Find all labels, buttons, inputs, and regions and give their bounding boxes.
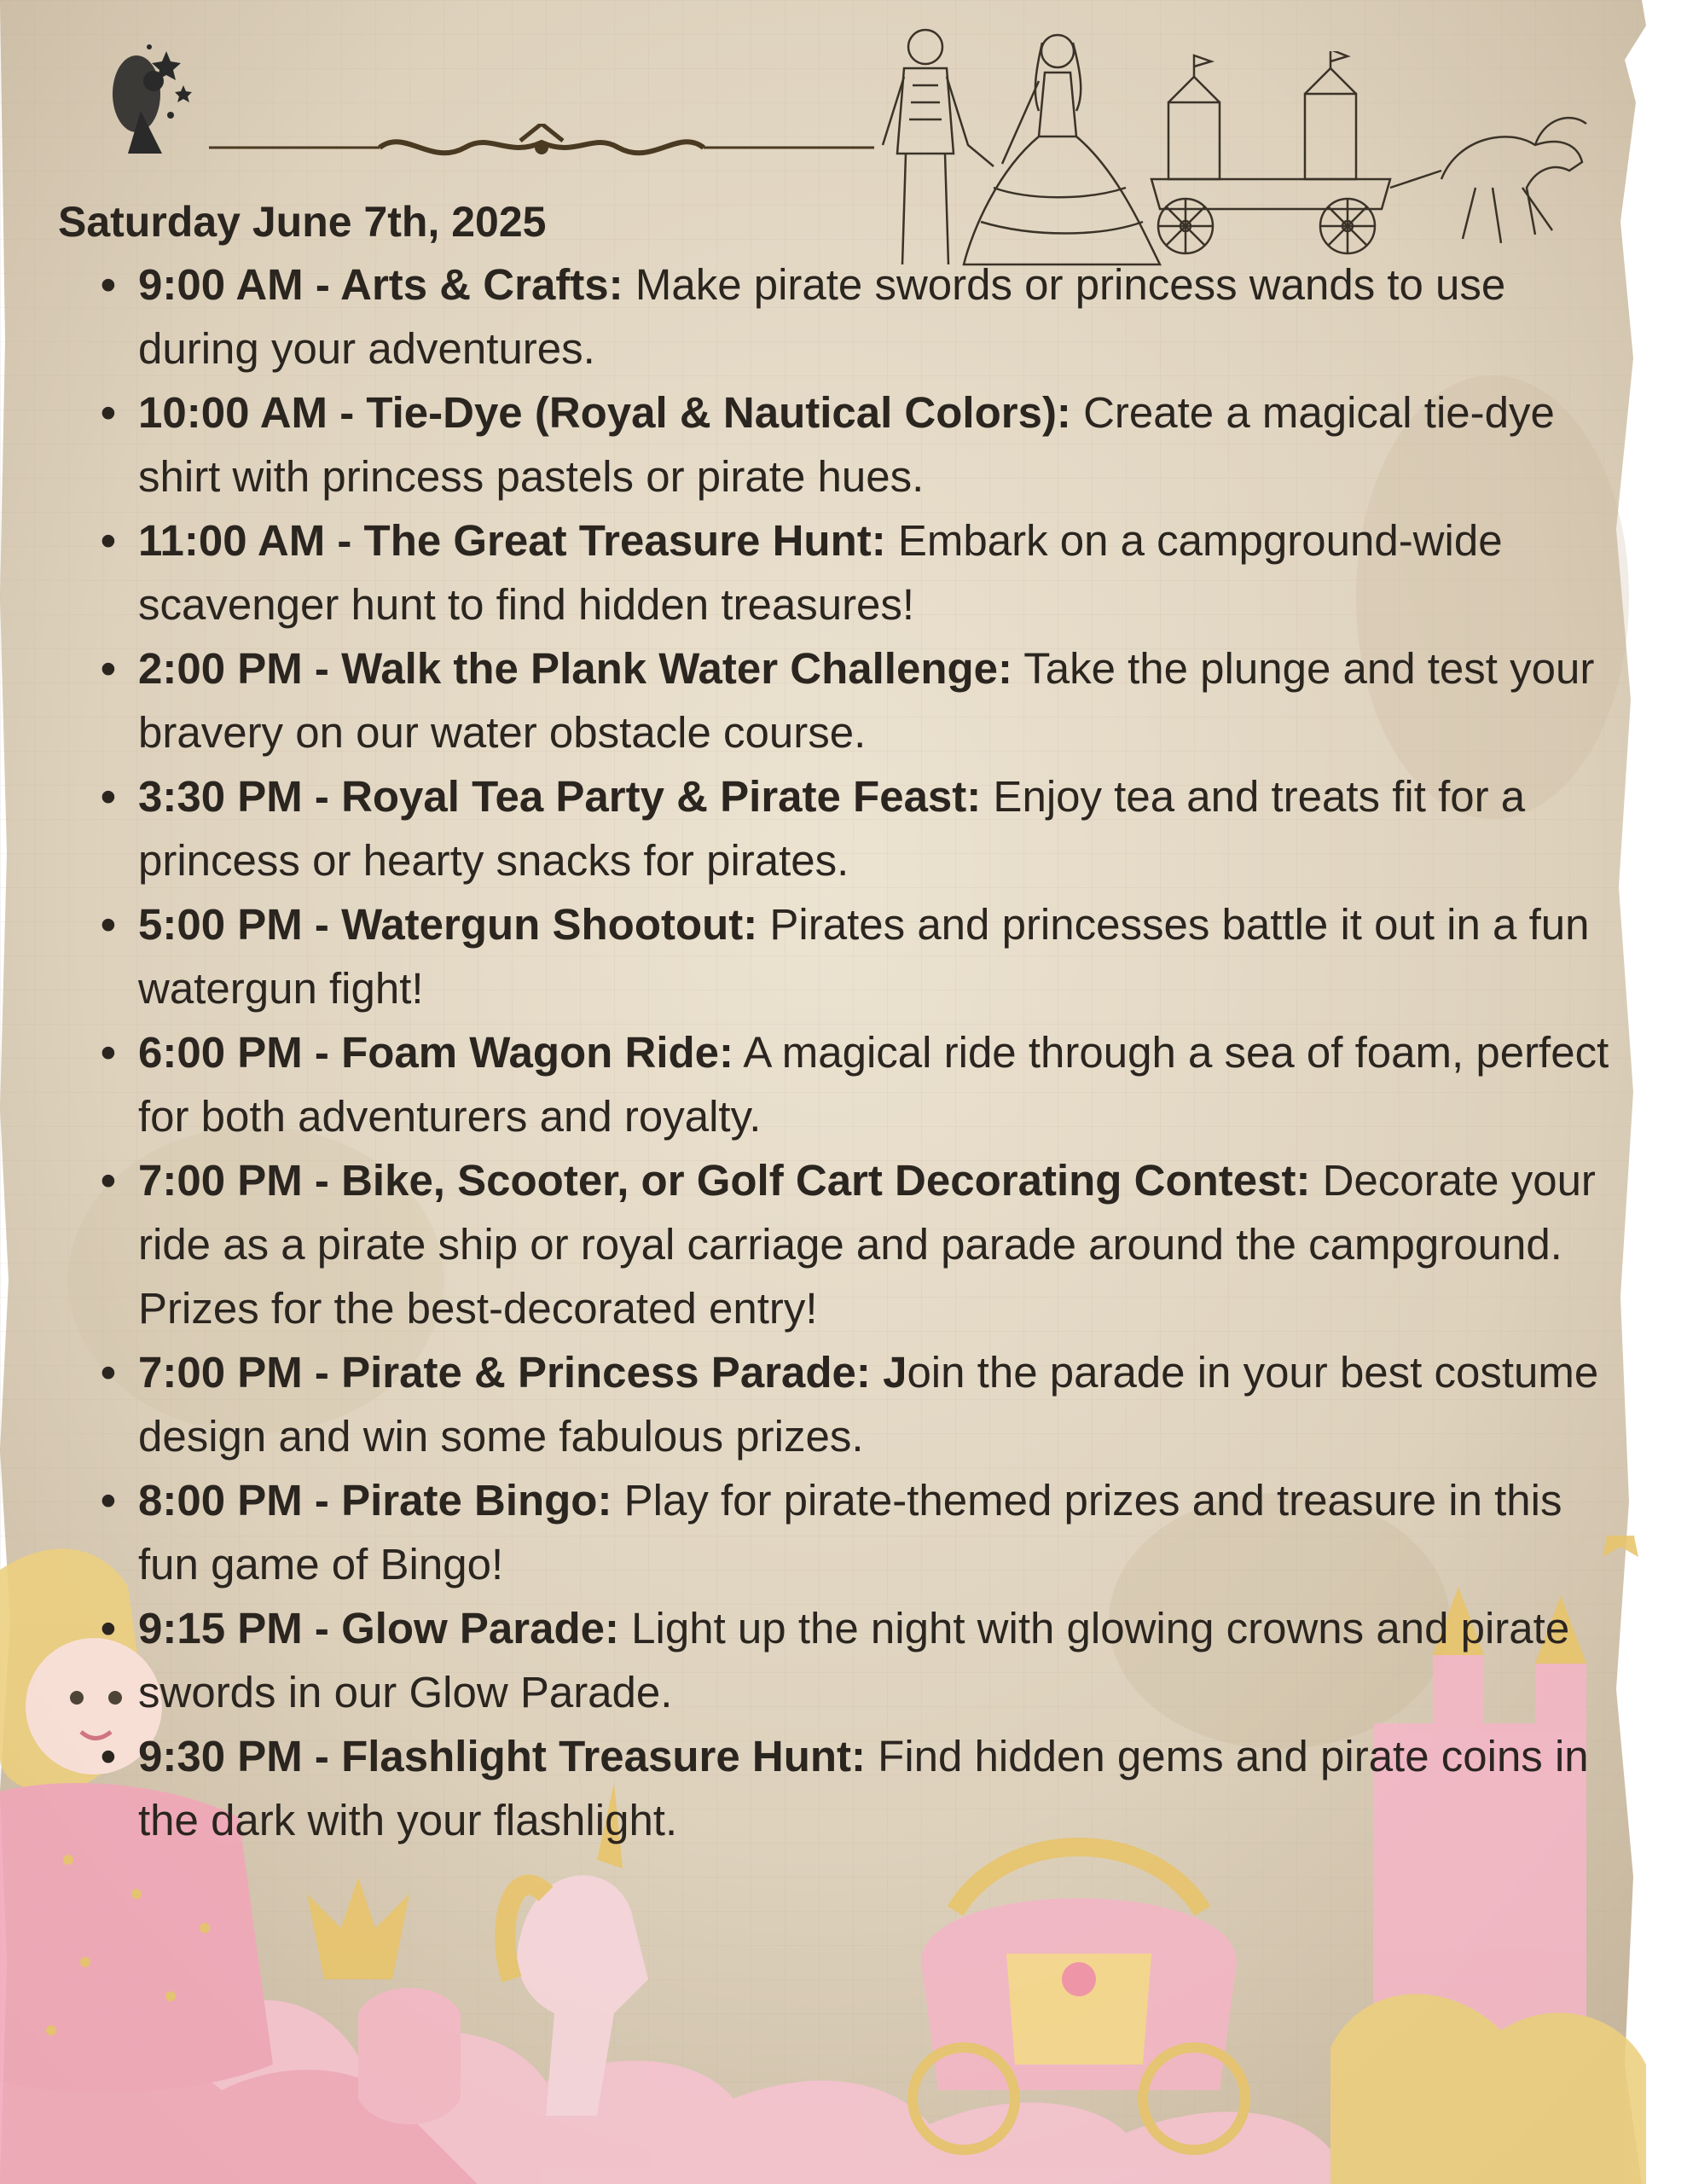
bullet: • <box>101 644 116 693</box>
bullet: • <box>101 1476 116 1525</box>
bullet: • <box>101 1604 116 1653</box>
event-time: 9:00 AM <box>138 260 304 309</box>
event-separator: - <box>302 900 342 949</box>
event-name: Pirate & Princess Parade: J <box>341 1348 907 1397</box>
moon-fairy-icon <box>0 0 213 205</box>
event-name: Foam Wagon Ride: <box>341 1028 733 1077</box>
event-name: Glow Parade: <box>341 1604 619 1653</box>
event-time: 10:00 AM <box>138 388 328 437</box>
event-separator: - <box>302 1476 342 1525</box>
event-name: Watergun Shootout: <box>341 900 758 949</box>
event-description: Enjoy tea and treats fit for a princess or hearty snacks for pirates. <box>138 772 1526 885</box>
event-separator: - <box>302 1156 342 1205</box>
event-time: 7:00 PM <box>138 1156 303 1205</box>
list-item <box>58 1596 1610 1724</box>
list-item <box>58 892 1610 1020</box>
list-item <box>58 1148 1610 1340</box>
event-time: 9:15 PM <box>138 1604 303 1653</box>
event-name: Flashlight Treasure Hunt: <box>341 1732 866 1780</box>
bullet: • <box>101 388 116 437</box>
event-separator: - <box>325 516 364 565</box>
bullet: • <box>101 1348 116 1397</box>
event-separator: - <box>302 1732 342 1780</box>
list-item <box>58 253 1610 380</box>
event-time: 8:00 PM <box>138 1476 303 1525</box>
event-name: Walk the Plank Water Challenge: <box>341 644 1012 693</box>
bullet: • <box>101 260 116 309</box>
event-description: A magical ride through a sea of foam, perfect for both adventurers and royalty. <box>138 1028 1609 1141</box>
event-separator: - <box>302 772 342 821</box>
list-item <box>58 636 1610 764</box>
event-name: Royal Tea Party & Pirate Feast: <box>341 772 982 821</box>
event-separator: - <box>302 644 342 693</box>
list-item <box>58 1340 1610 1468</box>
event-description: Make pirate swords or princess wands to use during your adventures. <box>138 260 1506 373</box>
event-description: Embark on a campground-wide scavenger hunt to find hidden treasures! <box>138 516 1503 629</box>
bullet: • <box>101 1028 116 1077</box>
event-time: 11:00 AM <box>138 516 326 565</box>
event-separator: - <box>302 1604 342 1653</box>
bullet: • <box>101 900 116 949</box>
event-description: Create a magical tie-dye shirt with princess pastels or pirate hues. <box>138 388 1555 501</box>
bullet: • <box>101 516 116 565</box>
list-item <box>58 1468 1610 1596</box>
event-time: 6:00 PM <box>138 1028 303 1077</box>
event-description: Play for pirate-themed prizes and treasure in this fun game of Bingo! <box>138 1476 1562 1589</box>
event-name: The Great Treasure Hunt: <box>363 516 886 565</box>
bullet: • <box>101 1156 116 1205</box>
event-time: 7:00 PM <box>138 1348 303 1397</box>
event-description: Pirates and princesses battle it out in a fun watergun fight! <box>138 900 1590 1013</box>
event-description: Find hidden gems and pirate coins in the dark with your flashlight. <box>138 1732 1589 1844</box>
event-description: Take the plunge and test your bravery on our water obstacle course. <box>138 644 1595 757</box>
ornamental-divider <box>209 124 874 175</box>
list-item <box>58 1724 1610 1852</box>
event-separator: - <box>302 1028 342 1077</box>
event-separator: - <box>303 260 341 309</box>
event-description: oin the parade in your best costume design and win some fabulous prizes. <box>138 1348 1599 1461</box>
event-time: 5:00 PM <box>138 900 303 949</box>
event-description: Decorate your ride as a pirate ship or royal carriage and parade around the campground. Prizes for the best-decorated entry! <box>138 1156 1596 1333</box>
event-time: 3:30 PM <box>138 772 303 821</box>
schedule-content <box>58 195 1627 1852</box>
list-item <box>58 508 1610 636</box>
event-description: Light up the night with glowing crowns and pirate swords in our Glow Parade. <box>138 1604 1570 1716</box>
event-name: Arts & Crafts: <box>340 260 623 309</box>
bullet: • <box>101 1732 116 1780</box>
event-schedule-list <box>58 253 1627 1852</box>
date-heading: Saturday June 7th, 2025 <box>58 198 547 246</box>
event-time: 9:30 PM <box>138 1732 303 1780</box>
event-time: 2:00 PM <box>138 644 303 693</box>
bullet: • <box>101 772 116 821</box>
event-name: Tie-Dye (Royal & Nautical Colors): <box>366 388 1071 437</box>
event-name: Pirate Bingo: <box>341 1476 612 1525</box>
list-item <box>58 380 1610 508</box>
event-name: Bike, Scooter, or Golf Cart Decorating Contest: <box>341 1156 1311 1205</box>
event-separator: - <box>302 1348 342 1397</box>
event-separator: - <box>328 388 367 437</box>
list-item <box>58 1020 1610 1148</box>
list-item <box>58 764 1610 892</box>
